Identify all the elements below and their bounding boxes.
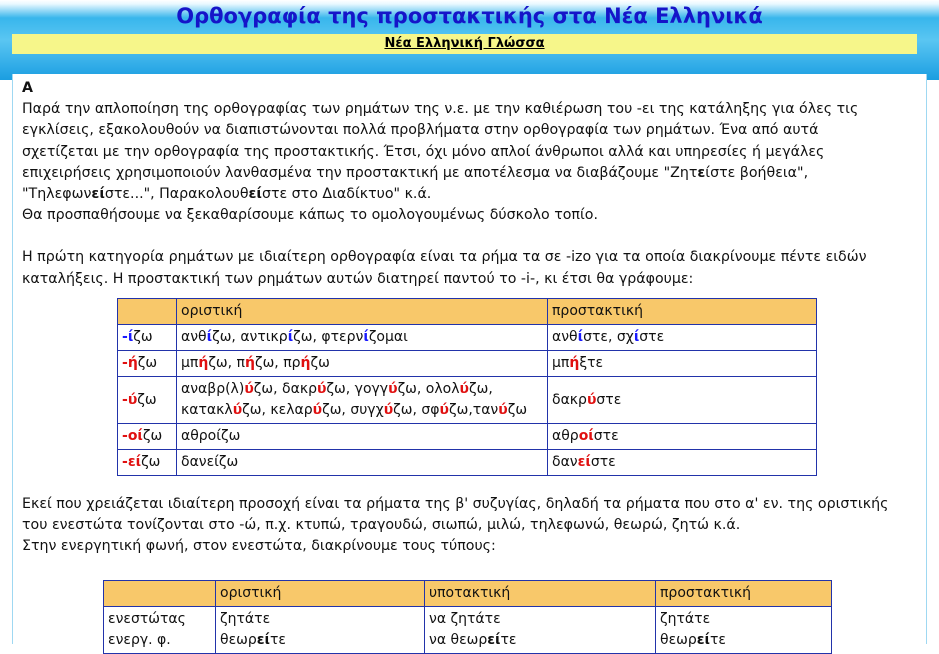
highlighted-letters: - bbox=[122, 454, 128, 470]
text-segment: στε...", Παρακολουθ bbox=[104, 186, 249, 203]
cell-line bbox=[181, 327, 543, 348]
text-segment: ζω, φτερν bbox=[293, 329, 364, 345]
paragraph-line bbox=[22, 163, 922, 184]
imperative-cell bbox=[548, 424, 817, 450]
text-segment: αναβρ(λ) bbox=[181, 381, 245, 397]
text-segment: δακρ bbox=[552, 391, 587, 408]
text-segment-bold: ε bbox=[697, 164, 706, 181]
text-segment: ίστε βοήθεια", bbox=[705, 164, 809, 181]
paragraph-line: σχετίζεται με την ορθογραφία της προστακτικής. Έτσι, όχι μόνο απλοί άνθρωποι αλλά και υπηρεσίες ή μεγάλες bbox=[22, 143, 825, 160]
indicative-cell bbox=[177, 450, 548, 476]
highlighted-letters: ύ bbox=[312, 402, 323, 418]
text-segment: ζω bbox=[137, 391, 157, 408]
text-segment: ανθ bbox=[181, 329, 207, 345]
highlighted-letters: ύ bbox=[586, 391, 597, 408]
cell-line: ενεργ. φ. bbox=[108, 632, 171, 648]
highlighted-letters: εί bbox=[577, 454, 591, 470]
table-header-cell bbox=[104, 581, 216, 607]
imperative-cell bbox=[548, 450, 817, 476]
article-text-2 bbox=[22, 494, 922, 558]
text-segment: ζω, δακρ bbox=[253, 381, 317, 397]
highlighted-letters: ύ bbox=[439, 402, 449, 418]
table-row bbox=[118, 325, 817, 351]
text-segment: στε στο Διαδίκτυο" κ.ά. bbox=[261, 186, 432, 203]
text-segment: δαν bbox=[552, 454, 578, 470]
table-header-cell: προστακτική bbox=[656, 581, 832, 607]
highlighted-letters: ή bbox=[198, 355, 209, 371]
paragraph-line: του ενεστώτα τονίζονται στο -ώ, π.χ. κτυπώ, τραγουδώ, σιωπώ, μιλώ, τηλεφωνώ, θεωρώ, ζητώ κ.ά. bbox=[22, 517, 741, 534]
text-segment: στε bbox=[593, 428, 619, 444]
paragraph-line: Εκεί που χρειάζεται ιδιαίτερη προσοχή είναι τα ρήματα της β' συζυγίας, δηλαδή τα ρήματα που στο α' εν. της οριστικής bbox=[22, 496, 889, 512]
text-segment: ξτε bbox=[579, 355, 604, 371]
cell-line: ζητάτε bbox=[220, 611, 271, 627]
cell-line: ενεστώτας bbox=[108, 611, 186, 627]
highlighted-letters: ύ bbox=[316, 381, 327, 397]
cell-line bbox=[181, 353, 543, 374]
highlighted-letters: - bbox=[122, 329, 128, 345]
cell-line: θεωρείτε bbox=[660, 632, 726, 648]
indicative-cell bbox=[177, 424, 548, 450]
text-segment: στε bbox=[590, 454, 616, 470]
table-cell bbox=[104, 607, 216, 654]
page-header bbox=[0, 0, 939, 80]
paragraph-line: Η πρώτη κατηγορία ρημάτων με ιδιαίτερη ορθογραφία είναι τα ρήμα τα σε -izo για τα οποία διακρίνουμε πέντε ειδών bbox=[22, 249, 867, 266]
text-segment: ζω, ολολ bbox=[397, 381, 460, 397]
highlighted-letters: ύ bbox=[383, 402, 394, 418]
table-header-row bbox=[118, 299, 817, 325]
highlighted-letters: ί bbox=[633, 329, 640, 345]
text-segment: ζω, π bbox=[208, 355, 245, 371]
table-header-row bbox=[104, 581, 832, 607]
cell-line bbox=[181, 400, 543, 421]
text-segment: ζω, γογγ bbox=[326, 381, 389, 397]
present-tense-table bbox=[103, 580, 832, 654]
table-cell bbox=[425, 607, 656, 654]
indicative-cell bbox=[177, 377, 548, 424]
text-segment-bold: εί bbox=[91, 186, 105, 203]
highlighted-letters: - bbox=[122, 355, 128, 371]
highlighted-letters: ί bbox=[363, 329, 369, 345]
text-segment: ζομαι bbox=[368, 329, 408, 345]
text-segment: κατακλ bbox=[181, 402, 233, 418]
highlighted-letters: ί bbox=[287, 329, 294, 345]
paragraph-line: Θα προσπαθήσουμε να ξεκαθαρίσουμε κάπως το ομολογουμένως δύσκολο τοπίο. bbox=[22, 207, 598, 224]
ending-cell bbox=[118, 351, 177, 377]
indicative-cell bbox=[177, 351, 548, 377]
cell-line: να θεωρείτε bbox=[429, 632, 517, 648]
table-row bbox=[118, 424, 817, 450]
text-segment: ζω, πρ bbox=[254, 355, 301, 371]
text-segment-bold: εί bbox=[248, 186, 262, 203]
imperative-cell bbox=[548, 325, 817, 351]
page-title: Ορθογραφία της προστακτικής στα Νέα Ελληνικά bbox=[176, 4, 763, 28]
cell-line: θεωρείτε bbox=[220, 632, 286, 648]
highlighted-letters: ή bbox=[569, 355, 580, 371]
text-segment: ζω bbox=[141, 454, 161, 470]
text-segment: ζω, σφ bbox=[393, 402, 440, 418]
table-header-cell: οριστική bbox=[216, 581, 425, 607]
highlighted-letters: ί bbox=[577, 329, 584, 345]
highlighted-letters: ύ bbox=[388, 381, 398, 397]
highlighted-letters: ύ bbox=[459, 381, 469, 397]
indicative-cell bbox=[177, 325, 548, 351]
label-bar bbox=[12, 34, 917, 54]
highlighted-letters: εί bbox=[127, 454, 142, 470]
text-segment: ζω bbox=[137, 355, 158, 371]
cell-line bbox=[181, 379, 543, 400]
section-letter: Α bbox=[22, 80, 33, 96]
text-segment: ζω bbox=[507, 402, 528, 418]
highlighted-letters: ύ bbox=[244, 381, 254, 397]
table-header-cell: προστακτική bbox=[548, 299, 817, 325]
highlighted-letters: ύ bbox=[232, 402, 243, 418]
cell-line: ζητάτε bbox=[660, 611, 711, 627]
text-segment: ζω, bbox=[468, 381, 493, 397]
paragraph-line bbox=[22, 184, 922, 205]
highlighted-letters: οί bbox=[127, 428, 143, 444]
ending-cell bbox=[118, 424, 177, 450]
text-segment: ζω bbox=[133, 329, 153, 345]
text-segment: αθροίζω bbox=[181, 428, 241, 444]
table-row bbox=[118, 450, 817, 476]
paragraph-line: Στην ενεργητική φωνή, στον ενεστώτα, διακρίνουμε τους τύπους: bbox=[22, 538, 496, 555]
highlighted-letters: - bbox=[122, 428, 128, 444]
highlighted-letters: ή bbox=[127, 355, 138, 371]
cell-line bbox=[181, 452, 543, 473]
article-text-1 bbox=[22, 78, 922, 290]
cell-line bbox=[181, 426, 543, 447]
highlighted-letters: ή bbox=[300, 355, 311, 371]
table-header-cell bbox=[118, 299, 177, 325]
text-segment: ζω bbox=[310, 355, 330, 371]
highlighted-letters: ί bbox=[127, 329, 134, 345]
text-segment: στε bbox=[596, 391, 622, 408]
text-segment: μπ bbox=[552, 355, 570, 371]
paragraph-line: Παρά την απλοποίηση της ορθογραφίας των ρημάτων της ν.ε. με την καθιέρωση του -ει της κατάληξης για όλες τις bbox=[22, 101, 859, 118]
text-segment: "Τηλεφων bbox=[22, 186, 92, 203]
highlighted-letters: - bbox=[122, 391, 128, 408]
table-header-cell: οριστική bbox=[177, 299, 548, 325]
table-row bbox=[118, 351, 817, 377]
text-segment: μπ bbox=[181, 355, 199, 371]
category-link[interactable]: Νέα Ελληνική Γλώσσα bbox=[384, 36, 545, 51]
text-segment: ανθ bbox=[552, 329, 578, 345]
text-segment: ζω, κελαρ bbox=[242, 402, 313, 418]
table-row bbox=[104, 607, 832, 654]
highlighted-letters: ή bbox=[244, 355, 255, 371]
imperative-cell bbox=[548, 377, 817, 424]
text-segment: ζω bbox=[142, 428, 163, 444]
text-segment: ζω, συγχ bbox=[322, 402, 384, 418]
highlighted-letters: ύ bbox=[127, 391, 138, 408]
table-cell bbox=[216, 607, 425, 654]
highlighted-letters: ί bbox=[206, 329, 213, 345]
table-cell bbox=[656, 607, 832, 654]
text-segment: στε, σχ bbox=[583, 329, 634, 345]
text-segment: δανείζω bbox=[181, 454, 239, 470]
paragraph-line: εγκλίσεις, εξακολουθούν να διαπιστώνονται πολλά προβλήματα στην ορθογραφία των ρημάτων. Ένα από αυτά bbox=[22, 122, 819, 139]
text-segment: αθρ bbox=[552, 428, 579, 444]
ending-cell bbox=[118, 450, 177, 476]
highlighted-letters: ύ bbox=[498, 402, 508, 418]
paragraph-line: καταλήξεις. Η προστακτική των ρημάτων αυτών διατηρεί παντού το -i-, κι έτσι θα γράφουμε: bbox=[22, 270, 694, 287]
ending-cell bbox=[118, 377, 177, 424]
text-segment: ζω, αντικρ bbox=[212, 329, 288, 345]
ending-cell bbox=[118, 325, 177, 351]
imperative-cell bbox=[548, 351, 817, 377]
blank-line bbox=[22, 226, 922, 247]
text-segment: επιχειρήσεις χρησιμοποιούν λανθασμένα την προστακτική με αποτέλεσμα να διαβάζουμε "Ζητ bbox=[22, 164, 698, 181]
table-row bbox=[118, 377, 817, 424]
izo-endings-table bbox=[117, 298, 817, 476]
table-header-cell: υποτακτική bbox=[425, 581, 656, 607]
text-segment: στε bbox=[639, 329, 665, 345]
cell-line: να ζητάτε bbox=[429, 611, 501, 627]
highlighted-letters: οί bbox=[578, 428, 594, 444]
text-segment: ζω,ταν bbox=[448, 402, 499, 418]
